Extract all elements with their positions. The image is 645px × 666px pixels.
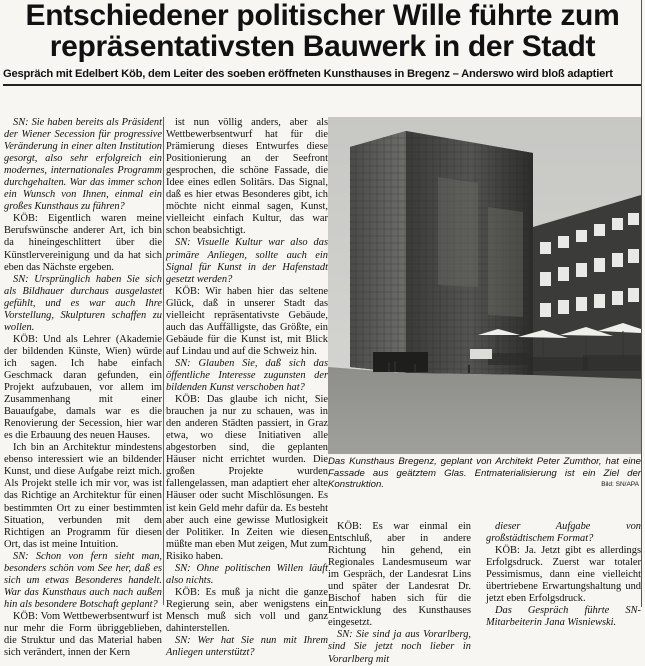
headline-line-1: Entschiedener politischer Wille führte zum: [25, 0, 620, 32]
question-paragraph: dieser Aufgabe von großstädtischem Format?: [486, 521, 641, 545]
answer-paragraph: Ich bin an Architektur mindestens ebenso interessiert wie an bildender Kunst, und diese Aufgabe reizt mich. Als Projekt stelle ich mir vor, was ist das Richtige an Architektur für einen bestimmten Ort zu einer bestimmten Situation, verbunden mit dem Richtigen an Programm für diesen Ort, das ist meine Intuition.: [4, 442, 162, 550]
answer-paragraph: KÖB: Vom Wettbewerbsentwurf ist nur mehr die Form übriggeblieben, die Struktur und das Material haben sich verändert, innen der Kern: [4, 610, 162, 659]
question-paragraph: SN: Ursprünglich haben Sie sich als Bildhauer durchaus ausgelastet gefühlt, und es war auch Ihre Vorstellung, Skulpturen schaffen zu wollen.: [4, 273, 162, 333]
question-paragraph: SN: Visuelle Kultur war also das primäre Anliegen, sollte auch ein Signal für Kunst in der Hafenstadt gesetzt werden?: [166, 237, 328, 285]
answer-paragraph: KÖB: Wir haben hier das seltene Glück, daß in unserer Stadt das vielleicht repräsentativste Gebäude, auch das Auffälligste, das Größte, ein Gebäude für die Kunst ist, mit Blick auf Lindau und auf die Schweiz hin.: [166, 285, 328, 357]
article-column-4: [486, 521, 641, 629]
question-paragraph: SN: Sie haben bereits als Präsident der Wiener Secession für progressive Veränderung in einer alten Institution gesorgt, also sehr erfolgreich ein modernes, internationales Programm durchgehalten. War das immer schon ein Wunsch von Ihnen, einmal ein großes Kunsthaus zu führen?: [4, 117, 162, 213]
article-column-3: [328, 521, 471, 665]
answer-paragraph: KÖB: Es muß ja nicht die ganze Regierung sein, aber wenigstens ein Mensch muß sich voll und ganz dahinterstellen.: [166, 586, 328, 634]
column-divider: [163, 117, 164, 605]
answer-paragraph: KÖB: Und als Lehrer (Akademie der bildenden Künste, Wien) würde ich sagen. Ich habe einfach Geschmack daran gefunden, ein Projekt aufzubauen, vor allem im Zusammenhang mit einer Bauaufgabe, damals war es die Renovierung der Secession, hier war es die Erbauung des neuen Hauses.: [4, 333, 162, 442]
page-edge-rule: [641, 0, 642, 607]
question-paragraph: SN: Ohne politischen Willen läuft also nichts.: [166, 562, 328, 586]
answer-paragraph: KÖB: Eigentlich waren meine Berufswünsche anderer Art, ich bin da hineingeschlittert über die Künstlervereinigung und da hat sich eben das Nächste ergeben.: [4, 213, 162, 273]
question-paragraph: SN: Wer hat Sie nun mit Ihrem Anliegen unterstützt?: [166, 635, 328, 659]
header-rule: [3, 84, 641, 86]
article-column-2: [166, 117, 328, 659]
question-paragraph: SN: Glauben Sie, daß sich das öffentliche Interesse zugunsten der bildenden Kunst verschoben hat?: [166, 357, 328, 394]
answer-paragraph: KÖB: Es war einmal ein Entschluß, aber in andere Richtung hin gehend, ein Regionales Landesmuseum war im Gespräch, der Landesrat Lins und später der Landesrat Dr. Bischof haben sich für die Entwicklung des Kunsthauses eingesetzt.: [328, 521, 471, 629]
subheadline: Gespräch mit Edelbert Köb, dem Leiter des soeben eröffneten Kunsthauses in Bregenz – Anderswo wird bloß adaptiert: [3, 68, 613, 80]
kunsthaus-photo: [328, 117, 641, 454]
answer-paragraph: ist nun völlig anders, aber als Wettbewerbsentwurf hat für die Prämierung dieses Entwurfes diese Positionierung an der Seefront gesprochen, die schöne Fassade, die Idee eines edlen Solitärs. Das Signal, daß es hier etwas Besonderes gibt, ich möchte nicht einmal sagen, Kunst, vielleicht einfach Kultur, das war schon beabsichtigt.: [166, 117, 328, 237]
question-paragraph: Das Gespräch führte SN-Mitarbeiterin Jana Wisniewski.: [486, 605, 641, 629]
photo-caption-text: Das Kunsthaus Bregenz, geplant von Architekt Peter Zumthor, hat eine Fassade aus geätztem Glas. Entmaterialisierung ist ein Ziel der Konstruktion.: [328, 456, 641, 490]
photo-caption: [328, 456, 641, 491]
question-paragraph: SN: Sie sind ja aus Vorarlberg, sind Sie jetzt noch lieber in Vorarlberg mit: [328, 629, 471, 665]
article-column-1: [4, 117, 162, 659]
headline-line-2: repräsentativsten Bauwerk in der Stadt: [49, 30, 596, 63]
photo-credit: Bild: SN/APA: [601, 481, 639, 488]
answer-paragraph: KÖB: Das glaube ich nicht, Sie brauchen ja nur zu schauen, was in den anderen Städten passiert, in Graz etwa, wo diese Initiativen alle abgestorben sind, die geplanten Häuser nicht errichtet wurden. Die großen Projekte wurden fallengelassen, man adaptiert eher alte Häuser oder sucht Mischlösungen. Es ist kein Geld mehr dafür da. Es besteht aber auch eine gewisse Mutlosigkeit der Politiker. In Zeiten wie diesen müßte man eben Mut zeigen, Mut zum Risiko haben.: [166, 394, 328, 562]
headline: [4, 0, 641, 62]
question-paragraph: SN: Schon von fern sieht man, besonders schön vom See her, daß es sich um etwas Besonderes handelt. War das Kunsthaus auch nach außen hin als besondere Botschaft geplant?: [4, 550, 162, 610]
answer-paragraph: KÖB: Ja. Jetzt gibt es allerdings Erfolgsdruck. Zuerst war totaler Pessimismus, dann eine vielleicht übertriebene Erwartungshaltung und jetzt eben Erfolgsdruck.: [486, 545, 641, 605]
